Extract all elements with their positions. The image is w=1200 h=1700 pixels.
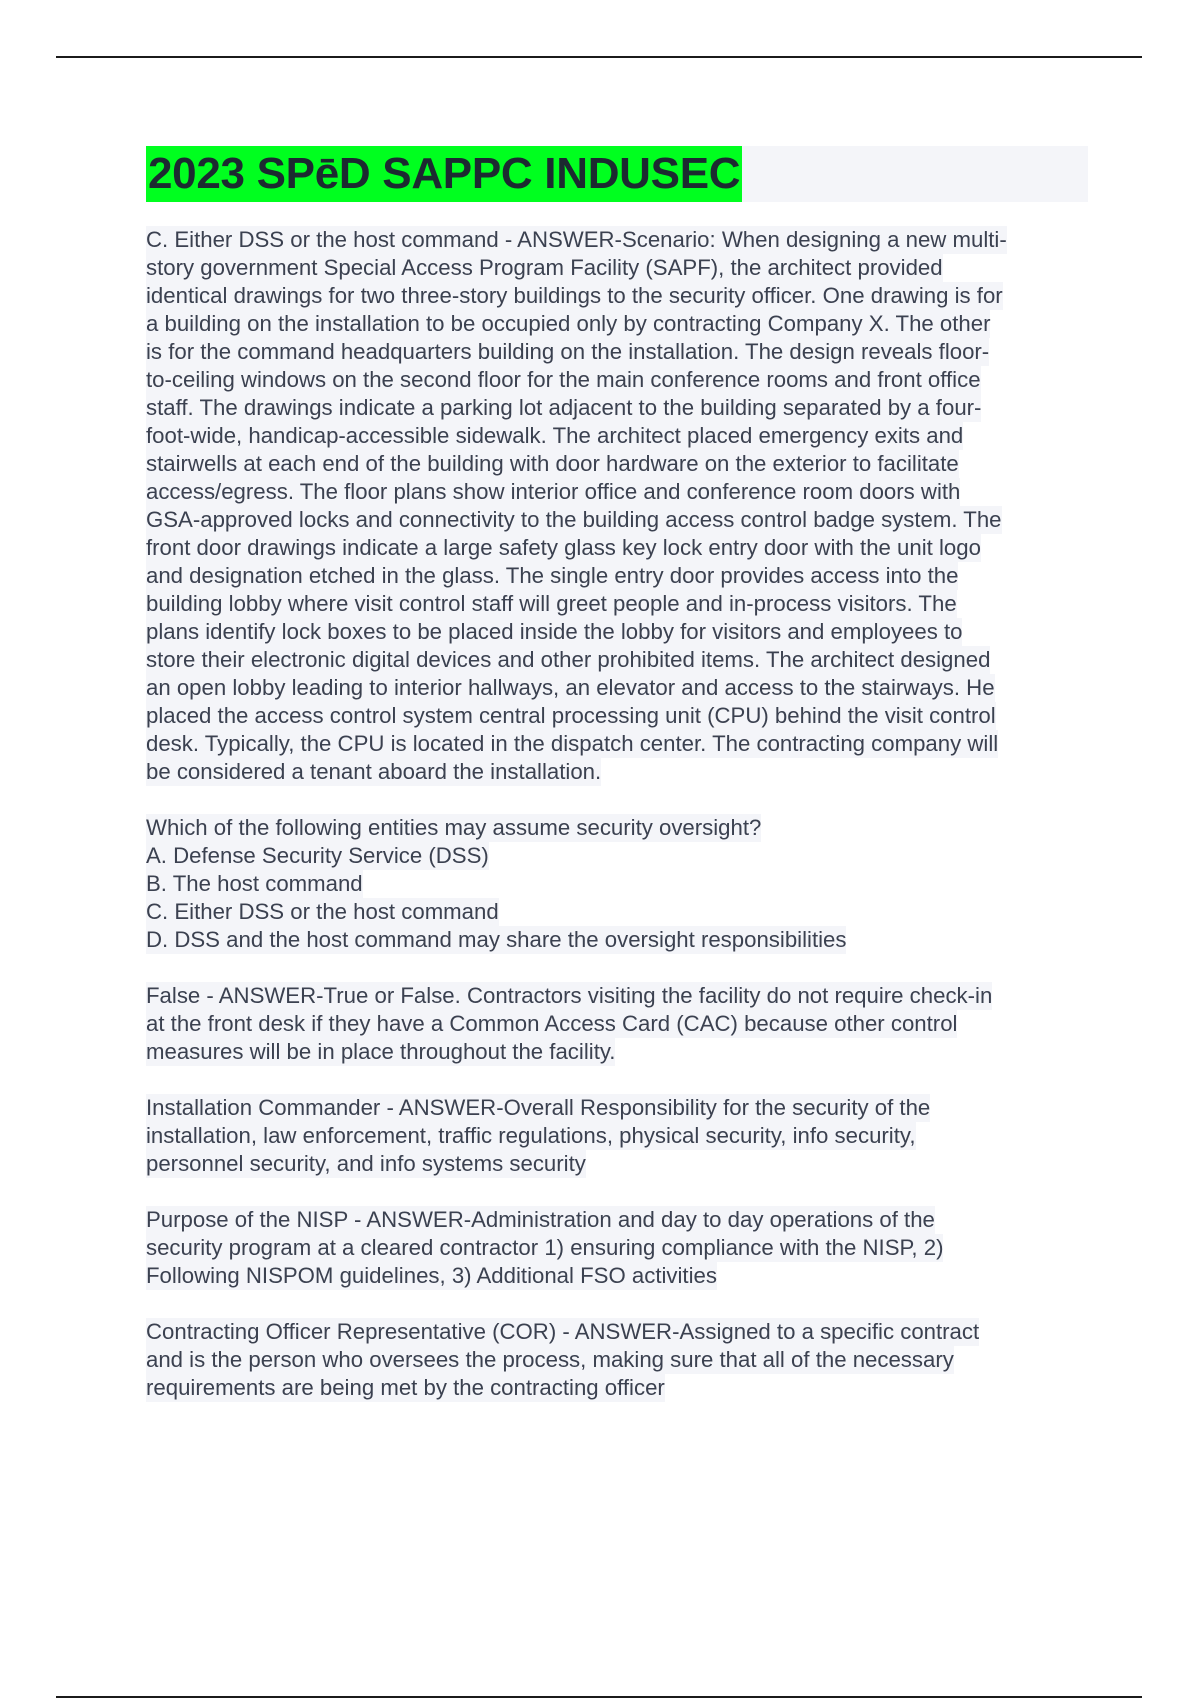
text-line: staff. The drawings indicate a parking lot adjacent to the building separated by a four- (146, 395, 982, 420)
text-line: Purpose of the NISP - ANSWER-Administration and day to day operations of the (146, 1207, 935, 1232)
title-row (146, 146, 1088, 202)
text-line: False - ANSWER-True or False. Contractors visiting the facility do not require check-in (146, 983, 993, 1008)
text-line: Contracting Officer Representative (COR) - ANSWER-Assigned to a specific contract (146, 1319, 980, 1344)
text-line: installation, law enforcement, traffic regulations, physical security, info security, (146, 1123, 916, 1148)
text-line: C. Either DSS or the host command - ANSWER-Scenario: When designing a new multi- (146, 227, 1007, 252)
text-line: front door drawings indicate a large safety glass key lock entry door with the unit logo (146, 535, 981, 560)
text-line: a building on the installation to be occupied only by contracting Company X. The other (146, 311, 991, 336)
text-line: D. DSS and the host command may share the oversight responsibilities (146, 927, 847, 952)
bottom-rule (56, 1696, 1142, 1698)
qa-entry (146, 226, 1088, 786)
qa-entry (146, 1206, 1088, 1290)
text-line: placed the access control system central processing unit (CPU) behind the visit control (146, 703, 996, 728)
paragraph-gap (146, 1290, 1088, 1318)
text-line: personnel security, and info systems security (146, 1151, 586, 1176)
paragraph-gap (146, 786, 1088, 814)
text-line: be considered a tenant aboard the installation. (146, 759, 602, 784)
text-line: plans identify lock boxes to be placed inside the lobby for visitors and employees to (146, 619, 963, 644)
qa-entries (146, 226, 1088, 1402)
text-line: building lobby where visit control staff will greet people and in-process visitors. The (146, 591, 957, 616)
qa-entry (146, 1318, 1088, 1402)
text-line: A. Defense Security Service (DSS) (146, 843, 489, 868)
text-line: Which of the following entities may assume security oversight? (146, 815, 762, 840)
document-body (146, 146, 1088, 1402)
text-line: measures will be in place throughout the facility. (146, 1039, 616, 1064)
text-line: to-ceiling windows on the second floor for the main conference rooms and front office (146, 367, 981, 392)
text-line: is for the command headquarters building on the installation. The design reveals floor- (146, 339, 990, 364)
text-line: store their electronic digital devices and other prohibited items. The architect designed (146, 647, 991, 672)
text-line: GSA-approved locks and connectivity to the building access control badge system. The (146, 507, 1002, 532)
text-line: Following NISPOM guidelines, 3) Additional FSO activities (146, 1263, 717, 1288)
qa-entry (146, 814, 1088, 954)
text-line: story government Special Access Program Facility (SAPF), the architect provided (146, 255, 943, 280)
paragraph-gap (146, 1066, 1088, 1094)
text-line: Installation Commander - ANSWER-Overall Responsibility for the security of the (146, 1095, 931, 1120)
qa-entry (146, 1094, 1088, 1178)
text-line: foot-wide, handicap-accessible sidewalk. The architect placed emergency exits and (146, 423, 964, 448)
text-line: B. The host command (146, 871, 363, 896)
text-line: access/egress. The floor plans show interior office and conference room doors with (146, 479, 961, 504)
text-line: requirements are being met by the contracting officer (146, 1375, 665, 1400)
text-line: an open lobby leading to interior hallways, an elevator and access to the stairways. He (146, 675, 995, 700)
text-line: C. Either DSS or the host command (146, 899, 499, 924)
document-title: 2023 SPēD SAPPC INDUSEC (146, 146, 742, 202)
top-rule (56, 56, 1142, 58)
qa-entry (146, 982, 1088, 1066)
text-line: at the front desk if they have a Common Access Card (CAC) because other control (146, 1011, 958, 1036)
text-line: security program at a cleared contractor 1) ensuring compliance with the NISP, 2) (146, 1235, 944, 1260)
paragraph-gap (146, 1178, 1088, 1206)
text-line: identical drawings for two three-story buildings to the security officer. One drawing is for (146, 283, 1003, 308)
paragraph-gap (146, 954, 1088, 982)
text-line: stairwells at each end of the building with door hardware on the exterior to facilitate (146, 451, 959, 476)
text-line: desk. Typically, the CPU is located in the dispatch center. The contracting company will (146, 731, 999, 756)
text-line: and is the person who oversees the process, making sure that all of the necessary (146, 1347, 954, 1372)
text-line: and designation etched in the glass. The single entry door provides access into the (146, 563, 959, 588)
